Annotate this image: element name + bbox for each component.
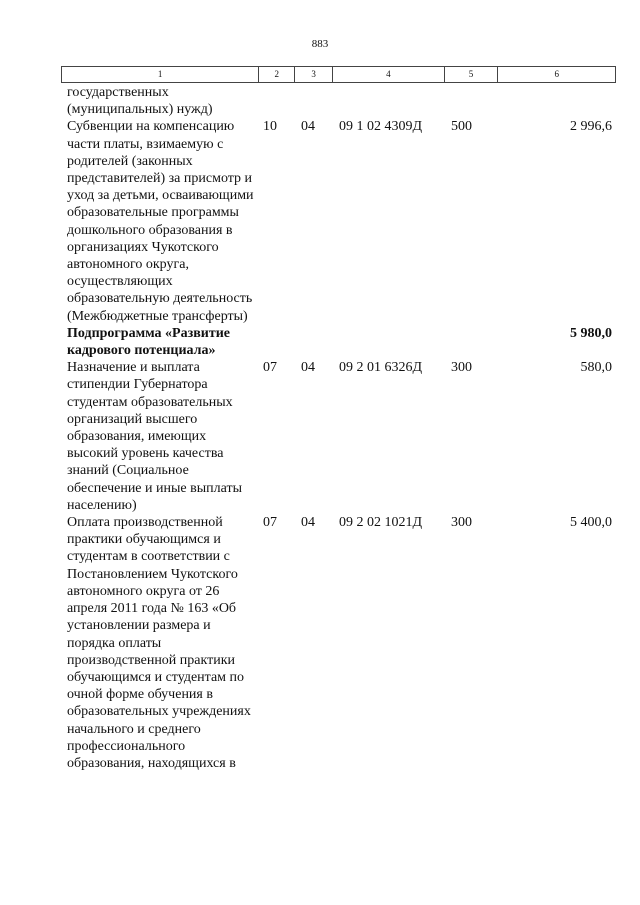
table-row — [61, 359, 616, 514]
row-expense-type — [445, 84, 499, 118]
table-row — [61, 325, 616, 359]
row-subsection: 04 — [301, 360, 315, 376]
row-target-code: 09 2 01 6326Д — [339, 360, 423, 376]
row-expense-type: 300 — [451, 360, 472, 376]
header-col-6: 6 — [554, 69, 559, 79]
row-expense-type: 500 — [451, 119, 472, 135]
header-col-5: 5 — [445, 67, 499, 82]
table-header — [61, 66, 616, 83]
row-amount: 5 400,0 — [570, 515, 612, 531]
row-section — [259, 84, 295, 118]
row-amount: 2 996,6 — [570, 119, 612, 135]
row-description: Субвенции на компенсацию части платы, взимаемую с родителей (законных представителей) за присмотр и уход за детьми, осваивающими образовательные программы дошкольного образования в организациях Чукотского автономного округа, осуществляющих образовательную деятельность (Межбюджетные трансферты) — [67, 119, 254, 324]
row-description: Подпрограмма «Развитие кадрового потенциала» — [67, 325, 231, 359]
header-col-1: 1 — [62, 67, 259, 82]
row-description: Назначение и выплата стипендии Губернатора студентам образовательных организаций высшего образования, имеющих высокий уровень качества знаний (Социальное обеспечение и иные выплаты населению) — [67, 360, 242, 513]
header-col-4: 4 — [333, 67, 445, 82]
table-body — [61, 84, 616, 772]
row-target-code: 09 1 02 4309Д — [339, 119, 423, 135]
row-amount: 5 980,0 — [570, 325, 612, 341]
row-subsection — [295, 84, 333, 118]
row-section: 07 — [263, 515, 277, 531]
page-number: 883 — [311, 38, 329, 50]
row-subsection: 04 — [301, 119, 315, 135]
row-description: Оплата производственной практики обучающимся и студентам в соответствии с Постановлением Чукотского автономного округа от 26 апреля 2011 года № 163 «Об установлении размера и порядка оплаты производственной практики обучающимся и студентам по очной форме обучения в образовательных учреждениях начального и среднего профессионального образования, находящихся в — [67, 515, 251, 771]
row-target-code — [333, 84, 445, 118]
row-subsection — [295, 325, 333, 359]
table-row — [61, 514, 616, 772]
row-subsection: 04 — [301, 515, 315, 531]
row-description: государственных (муниципальных) нужд) — [67, 85, 213, 118]
row-section: 10 — [263, 119, 277, 135]
row-expense-type — [445, 325, 499, 359]
row-section: 07 — [263, 360, 277, 376]
header-col-2: 2 — [259, 67, 295, 82]
row-expense-type: 300 — [451, 515, 472, 531]
row-amount — [499, 84, 616, 118]
table-row — [61, 118, 616, 324]
row-section — [259, 325, 295, 359]
table-row — [61, 84, 616, 118]
row-target-code — [333, 325, 445, 359]
row-target-code: 09 2 02 1021Д — [339, 515, 423, 531]
row-amount: 580,0 — [580, 360, 612, 376]
header-col-3: 3 — [295, 67, 333, 82]
